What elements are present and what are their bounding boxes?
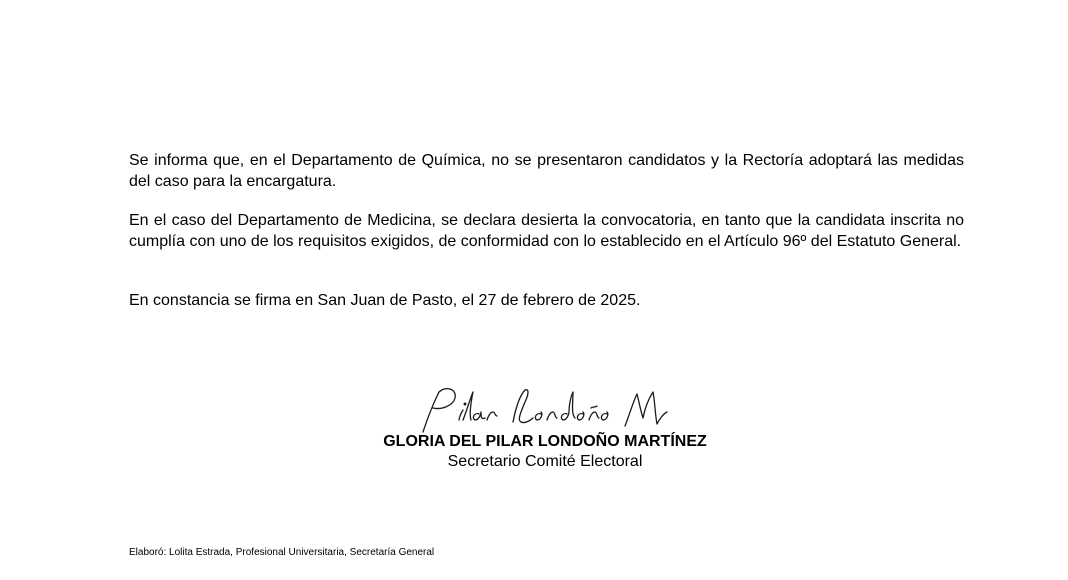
signature-block xyxy=(360,382,730,472)
paragraph-constancia: En constancia se firma en San Juan de Pasto, el 27 de febrero de 2025. xyxy=(129,292,641,309)
paragraph-medicina: En el caso del Departamento de Medicina, se declara desierta la convocatoria, en tanto que la candidata inscrita no cumplía con uno de los requisitos exigidos, de conformidad con lo establecido en el Artículo 96º del Estatuto General. xyxy=(129,212,964,250)
signer-name: GLORIA DEL PILAR LONDOÑO MARTÍNEZ xyxy=(383,433,707,450)
signer-role: Secretario Comité Electoral xyxy=(447,453,643,470)
prepared-by-note: Elaboró: Lolita Estrada, Profesional Universitaria, Secretaría General xyxy=(129,547,435,558)
handwritten-signature xyxy=(405,382,685,438)
paragraph-quimica: Se informa que, en el Departamento de Química, no se presentaron candidatos y la Rectoría adoptará las medidas del caso para la encargatura. xyxy=(129,152,964,190)
